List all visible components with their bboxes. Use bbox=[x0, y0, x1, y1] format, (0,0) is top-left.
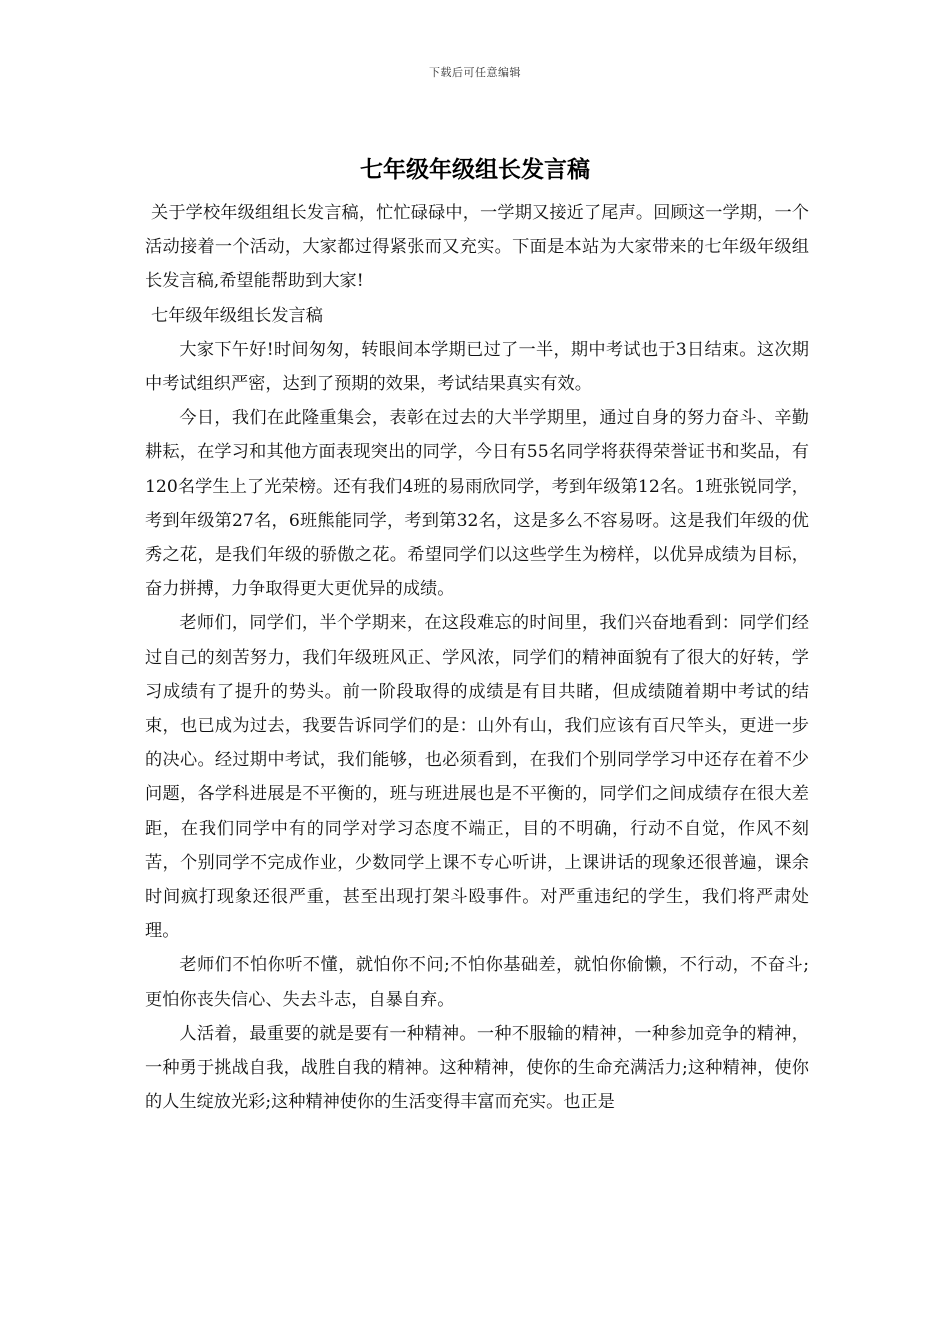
body-paragraph: 大家下午好!时间匆匆，转眼间本学期已过了一半，期中考试也于3日结束。这次期中考试组织严密，达到了预期的效果，考试结果真实有效。 bbox=[145, 339, 809, 395]
body-paragraph: 老师们不怕你听不懂，就怕你不问;不怕你基础差，就怕你偷懒，不行动，不奋斗;更怕你丧失信心、失去斗志，自暴自弃。 bbox=[145, 955, 809, 1010]
body-paragraph: 老师们，同学们，半个学期来，在这段难忘的时间里，我们兴奋地看到：同学们经过自己的刻苦努力，我们年级班风正、学风浓，同学们的精神面貌有了很大的好转，学习成绩有了提升的势头。前一阶段取得的成绩是有目共睹，但成绩随着期中考试的结束，也已成为过去，我要告诉同学们的是：山外有山，我们应该有百尺竿头，更进一步的决心。经过期中考试，我们能够，也必须看到，在我们个别同学学习中还存在着不少问题，各学科进展是不平衡的，班与班进展也是不平衡的，同学们之间成绩存在很大差距，在我们同学中有的同学对学习态度不端正，目的不明确，行动不自觉，作风不刻苦，个别同学不完成作业，少数同学上课不专心听讲，上课讲话的现象还很普遍，课余时间疯打现象还很严重，甚至出现打架斗殴事件。对严重违纪的学生，我们将严肃处理。 bbox=[145, 613, 809, 942]
intro-paragraph: 关于学校年级组组长发言稿，忙忙碌碌中，一学期又接近了尾声。回顾这一学期，一个活动接着一个活动，大家都过得紧张而又充实。下面是本站为大家带来的七年级年级组长发言稿,希望能帮助到大家! bbox=[145, 203, 809, 292]
document-title: 七年级年级组长发言稿 bbox=[360, 156, 590, 183]
document-body bbox=[145, 196, 809, 1119]
body-paragraph: 人活着，最重要的就是要有一种精神。一种不服输的精神，一种参加竞争的精神，一种勇于挑战自我，战胜自我的精神。这种精神，使你的生命充满活力;这种精神，使你的人生绽放光彩;这种精神使你的生活变得丰富而充实。也正是 bbox=[145, 1023, 809, 1113]
body-paragraph: 今日，我们在此隆重集会，表彰在过去的大半学期里，通过自身的努力奋斗、辛勤耕耘，在学习和其他方面表现突出的同学，今日有55名同学将获得荣誉证书和奖品，有120名学生上了光荣榜。还有我们4班的易雨欣同学，考到年级第12名。1班张锐同学，考到年级第27名，6班熊能同学，考到第32名，这是多么不容易呀。这是我们年级的优秀之花，是我们年级的骄傲之花。希望同学们以这些学生为榜样，以优异成绩为目标，奋力拼搏，力争取得更大更优异的成绩。 bbox=[145, 408, 809, 600]
speech-subtitle: 七年级年级组长发言稿 bbox=[151, 305, 323, 326]
header-note: 下载后可任意编辑 bbox=[429, 66, 521, 79]
